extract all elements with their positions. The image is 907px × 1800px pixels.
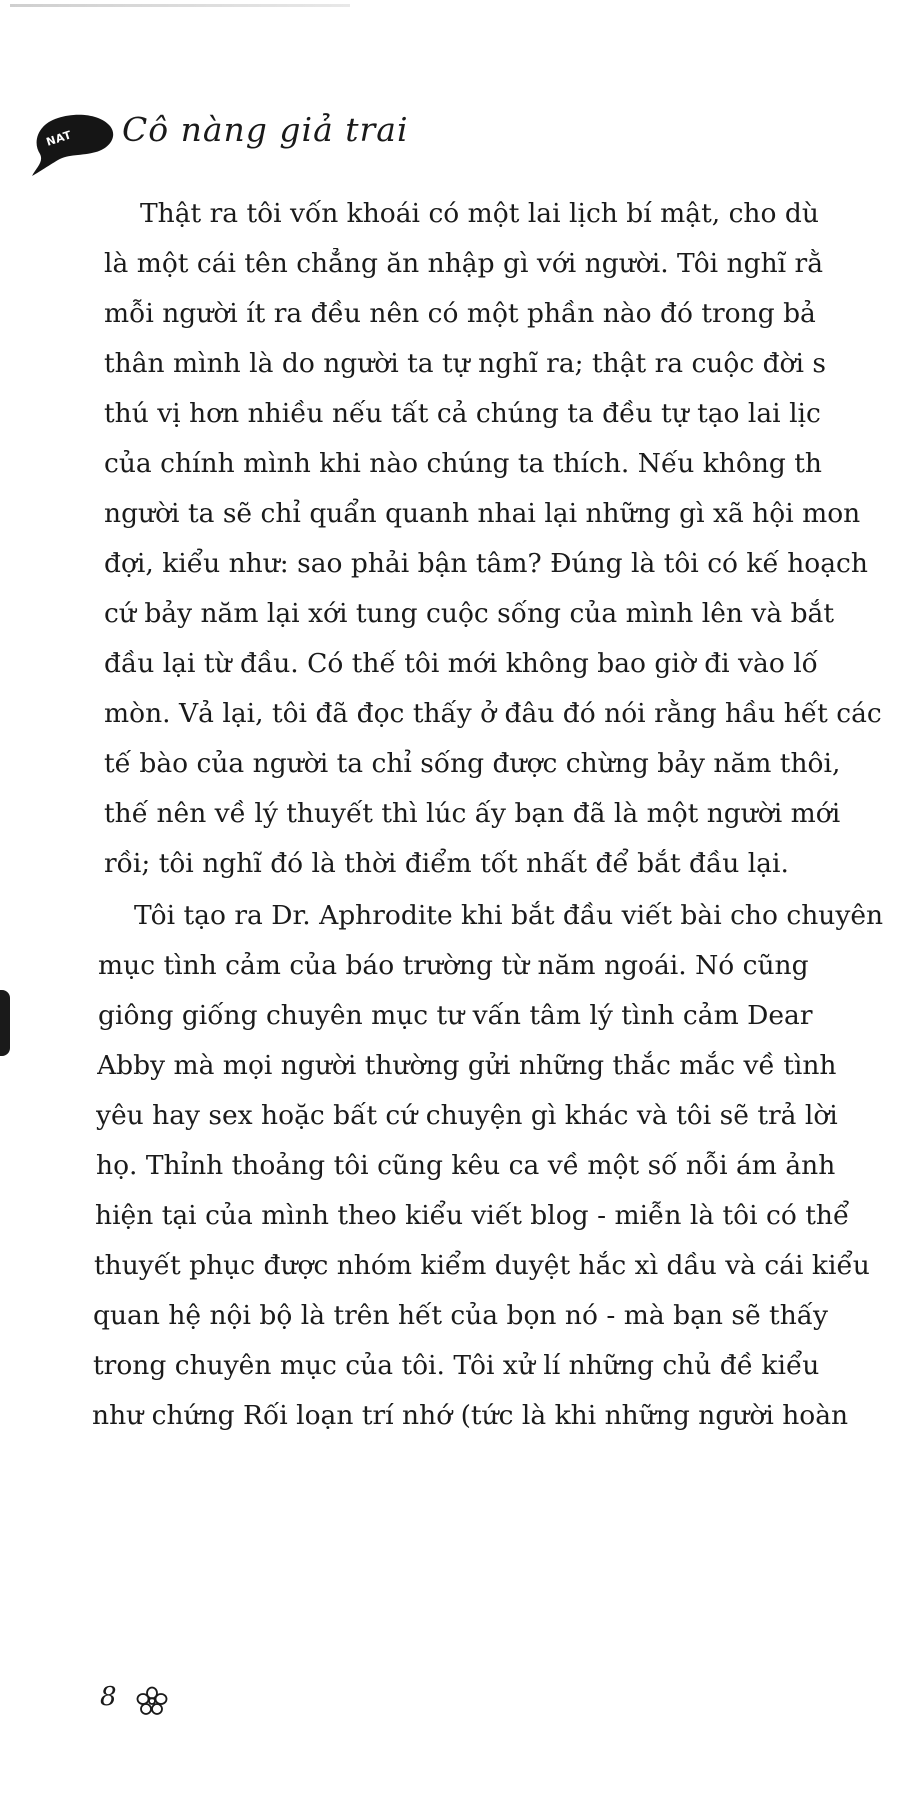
text-line: như chứng Rối loạn trí nhớ (tức là khi những người hoàn xyxy=(92,1400,849,1431)
text-line: trong chuyên mục của tôi. Tôi xử lí những chủ đề kiểu xyxy=(93,1350,820,1381)
text-line: mục tình cảm của báo trường từ năm ngoái. Nó cũng xyxy=(98,950,809,981)
text-line: Thật ra tôi vốn khoái có một lai lịch bí mật, cho dù xyxy=(140,198,819,229)
text-line: đầu lại từ đầu. Có thế tôi mới không bao giờ đi vào lố xyxy=(104,648,818,679)
text-line: tế bào của người ta chỉ sống được chừng bảy năm thôi, xyxy=(104,748,841,779)
logo-blob-icon xyxy=(30,108,118,178)
text-line: quan hệ nội bộ là trên hết của bọn nó - mà bạn sẽ thấy xyxy=(93,1300,828,1331)
text-line: thú vị hơn nhiều nếu tất cả chúng ta đều tự tạo lai lịc xyxy=(104,398,821,429)
text-line: giông giống chuyên mục tư vấn tâm lý tình cảm Dear xyxy=(98,1000,813,1031)
text-line: rồi; tôi nghĩ đó là thời điểm tốt nhất để bắt đầu lại. xyxy=(104,848,789,879)
text-line: cứ bảy năm lại xới tung cuộc sống của mình lên và bắt xyxy=(104,598,834,629)
text-line: thế nên về lý thuyết thì lúc ấy bạn đã là một người mới xyxy=(104,798,841,829)
logo-text: NAT xyxy=(44,128,74,149)
page-edge-mark xyxy=(0,990,10,1056)
text-line: thuyết phục được nhóm kiểm duyệt hắc xì dầu và cái kiểu xyxy=(94,1250,870,1281)
page-footer xyxy=(100,1682,300,1722)
text-line: thân mình là do người ta tự nghĩ ra; thật ra cuộc đời s xyxy=(104,348,827,379)
running-header xyxy=(30,100,450,180)
text-line: mỗi người ít ra đều nên có một phần nào đó trong bả xyxy=(104,298,816,329)
text-line: họ. Thỉnh thoảng tôi cũng kêu ca về một số nỗi ám ảnh xyxy=(96,1150,836,1181)
top-rule xyxy=(10,4,350,7)
text-line: của chính mình khi nào chúng ta thích. Nếu không th xyxy=(104,448,822,479)
text-line: Tôi tạo ra Dr. Aphrodite khi bắt đầu viết bài cho chuyên xyxy=(134,900,884,931)
text-line: Abby mà mọi người thường gửi những thắc mắc về tình xyxy=(97,1050,837,1081)
text-line: hiện tại của mình theo kiểu viết blog - miễn là tôi có thể xyxy=(95,1200,850,1231)
page-number: 8 xyxy=(100,1682,117,1712)
text-line: đợi, kiểu như: sao phải bận tâm? Đúng là tôi có kế hoạch xyxy=(104,548,868,579)
text-line: yêu hay sex hoặc bất cứ chuyện gì khác và tôi sẽ trả lời xyxy=(96,1100,838,1131)
text-line: là một cái tên chẳng ăn nhập gì với người. Tôi nghĩ rằ xyxy=(104,248,824,279)
book-title: Cô nàng giả trai xyxy=(122,110,409,149)
flower-icon xyxy=(136,1686,168,1716)
text-line: mòn. Vả lại, tôi đã đọc thấy ở đâu đó nói rằng hầu hết các xyxy=(104,698,882,729)
text-line: người ta sẽ chỉ quẩn quanh nhai lại những gì xã hội mon xyxy=(104,498,861,529)
